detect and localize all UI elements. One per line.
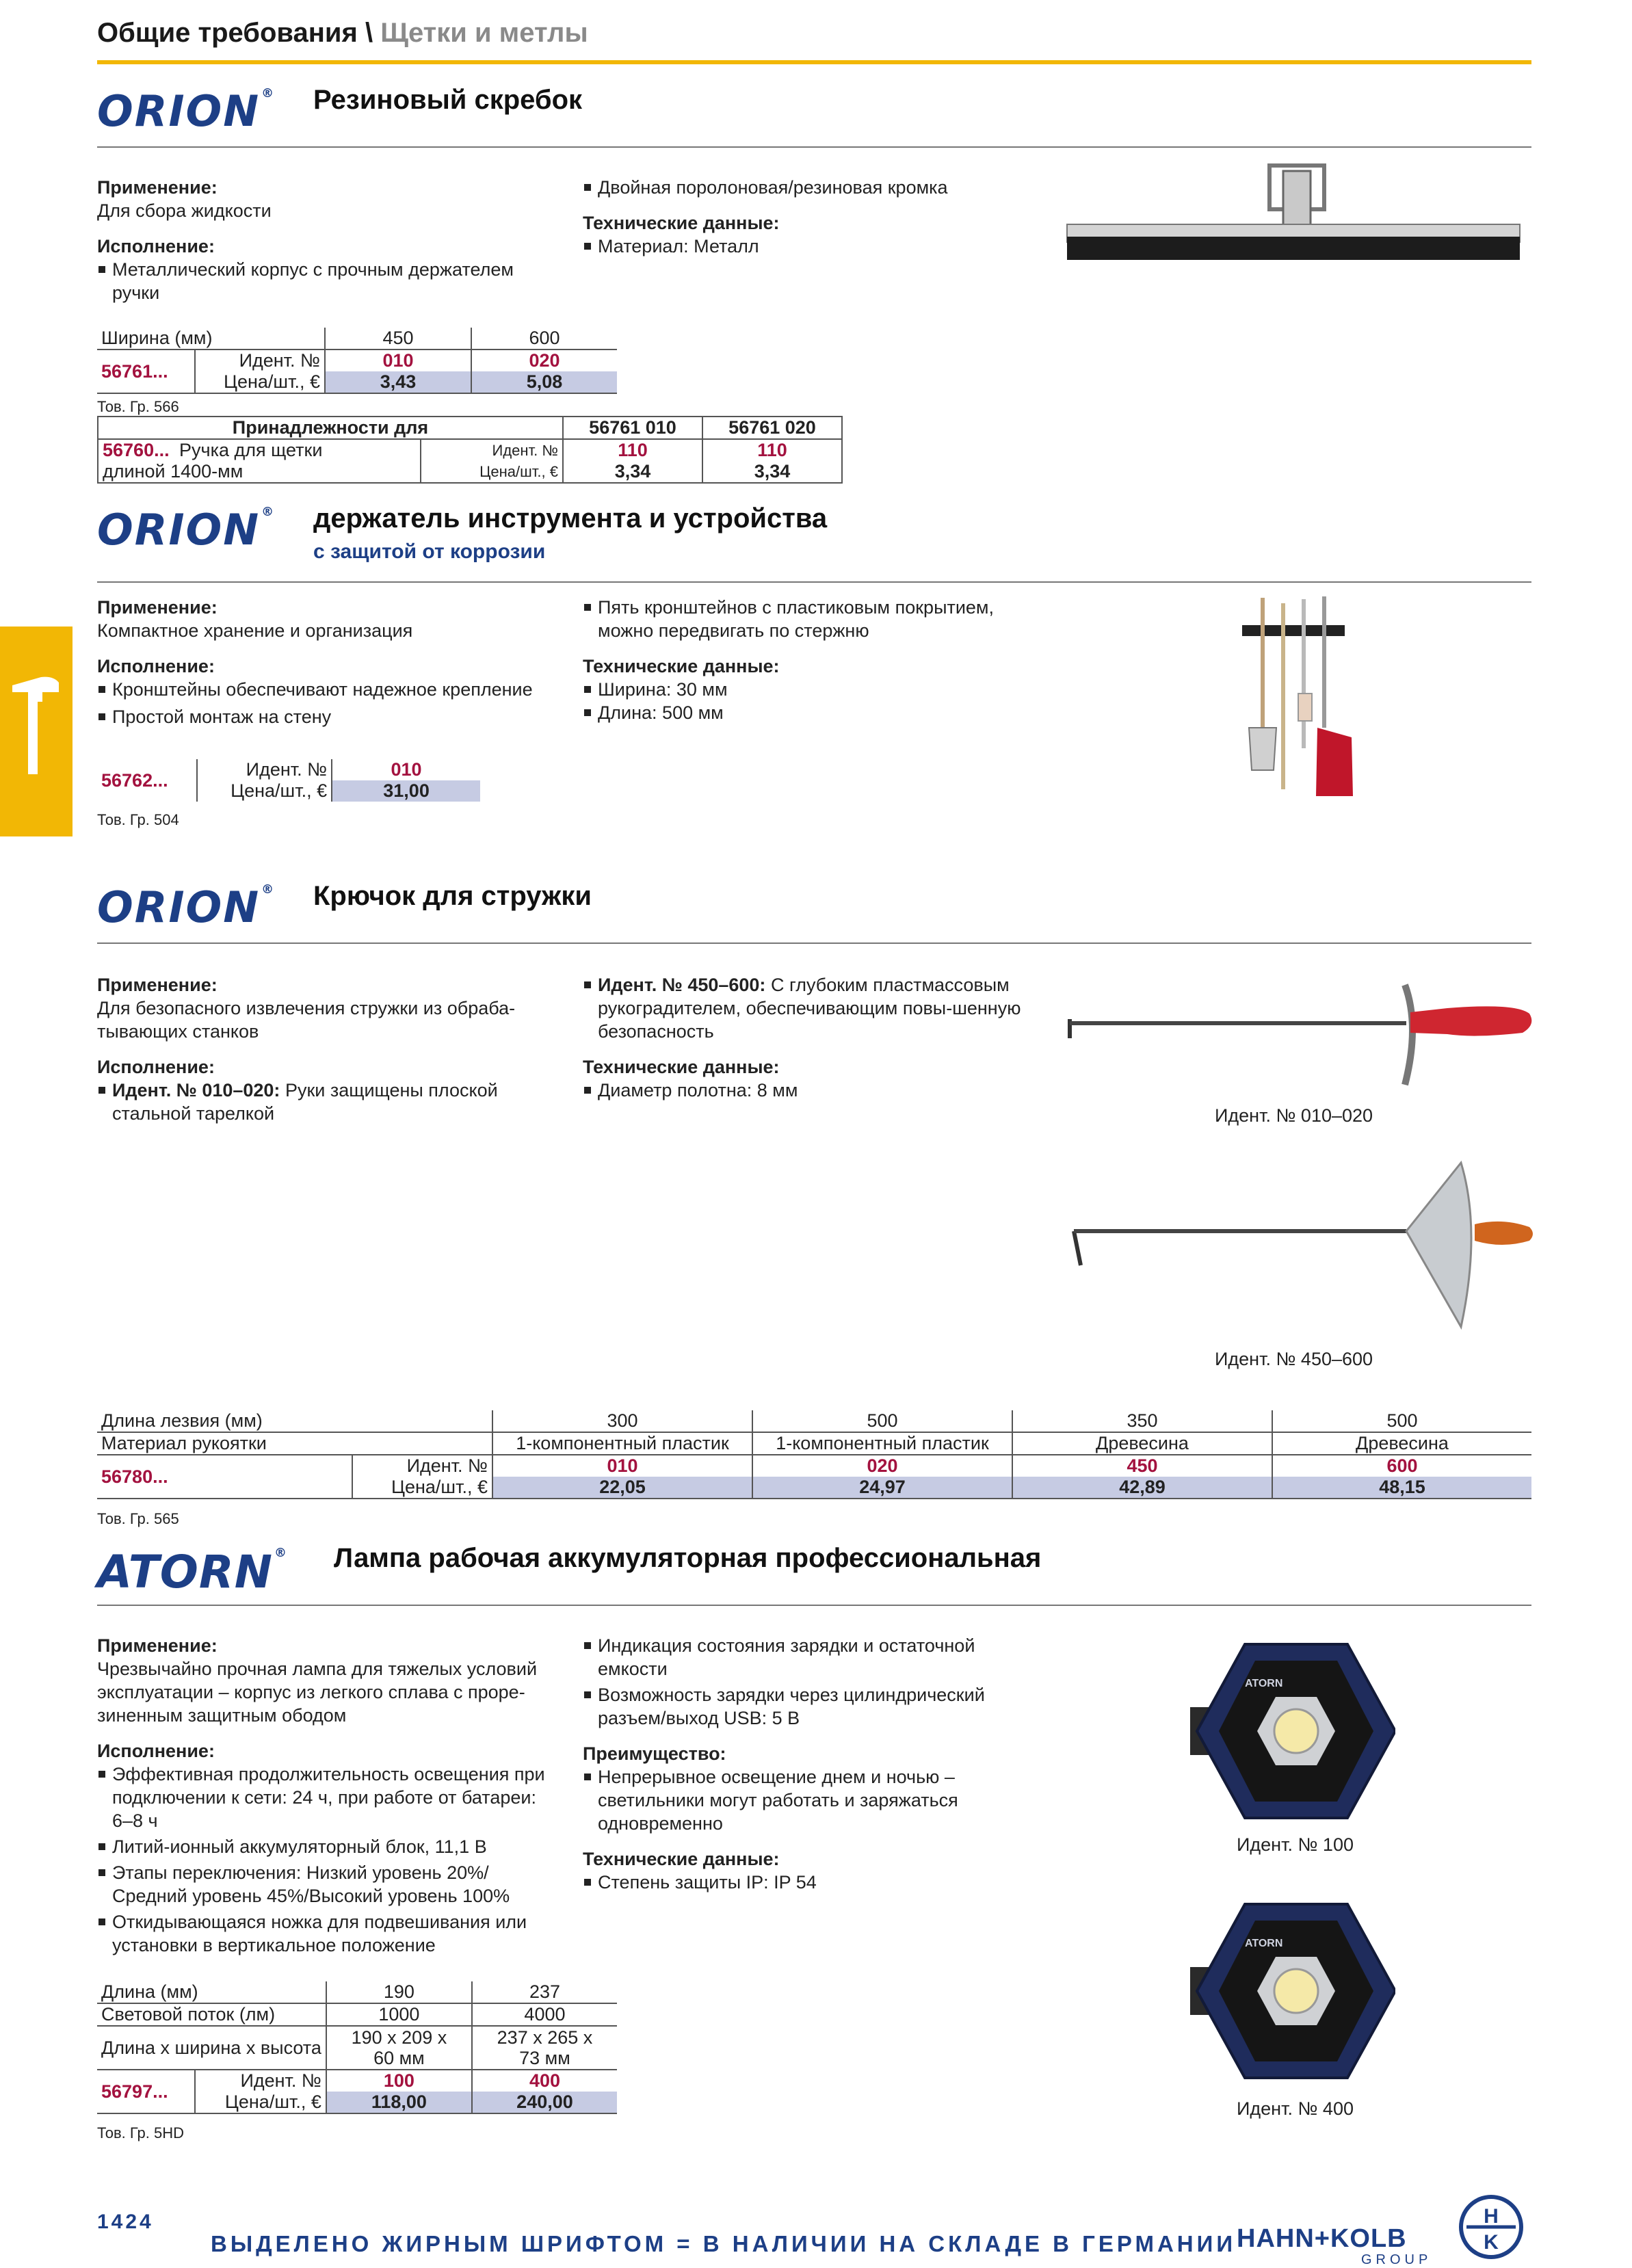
application-label: Применение:: [97, 975, 218, 995]
accessory-target: 56761 010: [563, 417, 702, 439]
material-value: 1-компонентный пластик: [492, 1432, 752, 1455]
header-subtitle: Щетки и метлы: [380, 18, 588, 48]
dims-value: [326, 2026, 472, 2070]
orion-logo: ORION ®: [97, 882, 276, 932]
price-label: Цена/шт., €: [352, 1477, 492, 1499]
squeegee-image: [1064, 161, 1523, 271]
size-value: 500: [1272, 1410, 1531, 1432]
product-group: Тов. Гр. 5HD: [97, 2124, 185, 2141]
flux-label: Световой поток (лм): [97, 2003, 326, 2026]
section-left-column: [97, 973, 576, 1125]
tech-bullet: Длина: 500 мм: [583, 701, 1034, 724]
dims-value: [472, 2026, 617, 2070]
feature-bullet: [583, 973, 1048, 1043]
execution-bullet-text: Руки защищены плоской стальной тарелкой: [112, 1080, 498, 1124]
application-label: Применение:: [97, 597, 218, 618]
tech-label: Технические данные:: [583, 1057, 780, 1077]
size-label: Ширина (мм): [97, 328, 325, 350]
tech-label: Технические данные:: [583, 656, 780, 676]
lamp-brand-text: ATORN: [1245, 1678, 1283, 1689]
accessories-table: [97, 416, 843, 484]
price-table: [97, 328, 617, 394]
section-rule: [97, 1605, 1531, 1606]
price-value: 3,34: [563, 461, 702, 483]
execution-bullet-ident: Идент. № 010–020:: [112, 1080, 280, 1100]
dims-value-line2: 60 мм: [373, 2048, 425, 2068]
dims-label: Длина х ширина х высота: [97, 2026, 326, 2070]
lamp-brand-text: ATORN: [1245, 1938, 1283, 1949]
image-caption: Идент. № 100: [1237, 1834, 1354, 1855]
chip-hook-image: [1064, 1149, 1536, 1341]
tech-bullet: Ширина: 30 мм: [583, 678, 1034, 701]
size-label: Длина лезвия (мм): [97, 1410, 492, 1432]
page-title: [97, 18, 588, 49]
section-subtitle: с защитой от коррозии: [313, 540, 546, 563]
article-number: 56780...: [97, 1455, 352, 1499]
application-text: зиненным защитным ободом: [97, 1705, 347, 1726]
product-group: Тов. Гр. 565: [97, 1510, 179, 1527]
article-number: 56797...: [97, 2070, 195, 2113]
price-label: Цена/шт., €: [195, 371, 325, 393]
brand-mark-bottom: K: [1484, 2231, 1499, 2254]
price-value: 42,89: [1012, 1477, 1272, 1499]
image-caption: Идент. № 450–600: [1215, 1349, 1373, 1369]
execution-bullet: Этапы переключения: Низкий уровень 20%/ Средний уровень 45%/Высокий уровень 100%: [97, 1861, 550, 1908]
dims-value-line1: 237 x 265 x: [497, 2027, 593, 2048]
price-value: 24,97: [752, 1477, 1012, 1499]
execution-label: Исполнение:: [97, 656, 215, 676]
flux-value: 1000: [326, 2003, 472, 2026]
execution-label: Исполнение:: [97, 1741, 215, 1761]
execution-bullet: [97, 1079, 550, 1125]
ident-label: Идент. №: [195, 350, 325, 371]
execution-bullet: Эффективная продолжительность освещения при подключении к сети: 24 ч, при работе от батареи: 6–8 ч: [97, 1763, 550, 1832]
work-lamp-image: [1190, 1899, 1395, 2083]
advantage-bullet: Непрерывное освещение днем и ночью – светильники могут работать и заряжаться одновременно: [583, 1765, 1034, 1835]
ident-label: Идент. №: [352, 1455, 492, 1477]
price-label: Цена/шт., €: [195, 2092, 326, 2113]
section-right-column: [583, 973, 1048, 1102]
price-table: [97, 759, 480, 802]
tech-label: Технические данные:: [583, 1849, 780, 1869]
ident-label: Идент. №: [421, 439, 563, 461]
advantage-label: Преимущество:: [583, 1743, 726, 1764]
section-rule: [97, 581, 1531, 583]
size-value: 450: [325, 328, 471, 350]
execution-label: Исполнение:: [97, 236, 215, 256]
ident-value: 110: [702, 439, 842, 461]
flux-value: 4000: [472, 2003, 617, 2026]
tool-holder-image: [1235, 591, 1358, 803]
application-text: Для безопасного извлечения стружки из обраба-: [97, 998, 516, 1018]
dims-value-line1: 190 x 209 x: [351, 2027, 447, 2048]
application-label: Применение:: [97, 177, 218, 198]
article-number: 56761...: [97, 350, 195, 393]
brand-sub: GROUP: [1361, 2252, 1432, 2267]
article-number: 56762...: [101, 769, 168, 791]
section-right-column: [583, 596, 1034, 724]
price-value: 118,00: [326, 2092, 472, 2113]
accessory-name: Ручка для щетки: [179, 440, 323, 460]
section-left-column: [97, 596, 590, 728]
size-value: 500: [752, 1410, 1012, 1432]
ident-value: 600: [1272, 1455, 1531, 1477]
accessory-article: 56760...: [103, 440, 170, 460]
ident-value: 010: [492, 1455, 752, 1477]
feature-bullet: Возможность зарядки через цилиндрический разъем/выход USB: 5 В: [583, 1683, 1034, 1730]
image-caption: Идент. № 400: [1237, 2098, 1354, 2119]
ident-value: 020: [471, 350, 617, 371]
execution-bullet: Кронштейны обеспечивают надежное крепление: [97, 678, 590, 701]
section-rule: [97, 942, 1531, 944]
section-right-column: [583, 1634, 1034, 1894]
ident-value: 020: [752, 1455, 1012, 1477]
price-value: 31,00: [332, 780, 480, 802]
ident-value: 100: [326, 2070, 472, 2092]
ident-value: 010: [325, 350, 471, 371]
execution-bullet: Металлический корпус с прочным держателем ручки: [97, 258, 550, 304]
section-title: Лампа рабочая аккумуляторная профессиональная: [334, 1543, 1042, 1573]
price-value: 5,08: [471, 371, 617, 393]
material-label: Материал рукоятки: [97, 1432, 492, 1455]
accessory-name-line2: длиной 1400-мм: [103, 461, 244, 482]
header-separator: \: [365, 18, 373, 48]
tech-bullet: Материал: Металл: [583, 235, 1034, 258]
material-value: Древесина: [1012, 1432, 1272, 1455]
execution-bullet: Откидывающаяся ножка для подвешивания или установки в вертикальное положение: [97, 1910, 564, 1957]
ident-value: 010: [332, 759, 480, 780]
size-value: 600: [471, 328, 617, 350]
feature-bullet-text: С глубоким пластмассовым рукоградителем, обеспечивающим повы-шенную безопасность: [598, 975, 1021, 1042]
brand-name: HAHN+KOLB: [1237, 2224, 1407, 2253]
material-value: 1-компонентный пластик: [752, 1432, 1012, 1455]
material-value: Древесина: [1272, 1432, 1531, 1455]
tech-bullet: Диаметр полотна: 8 мм: [583, 1079, 1048, 1102]
header-title: Общие требования: [97, 18, 358, 48]
section-title: Крючок для стружки: [313, 881, 592, 911]
price-value: 22,05: [492, 1477, 752, 1499]
tech-label: Технические данные:: [583, 213, 780, 233]
work-lamp-image: [1190, 1639, 1395, 1823]
application-text: эксплуатации – корпус из легкого сплава с проре-: [97, 1682, 525, 1702]
ident-value: 400: [472, 2070, 617, 2092]
header-rule: [97, 60, 1531, 64]
feature-bullet: Пять кронштейнов с пластиковым покрытием, можно передвигать по стержню: [583, 596, 1034, 642]
section-right-column: [583, 176, 1034, 258]
product-group: Тов. Гр. 504: [97, 811, 179, 828]
accessory-target: 56761 020: [702, 417, 842, 439]
execution-bullet: Литий-ионный аккумуляторный блок, 11,1 В: [97, 1835, 550, 1858]
length-label: Длина (мм): [97, 1981, 326, 2003]
size-value: 350: [1012, 1410, 1272, 1432]
brand-mark-top: H: [1484, 2205, 1499, 2228]
section-left-column: [97, 176, 576, 304]
atorn-logo: ATORN ®: [97, 1546, 287, 1598]
product-group: Тов. Гр. 566: [97, 398, 179, 415]
dims-value-line2: 73 мм: [519, 2048, 570, 2068]
application-text: Для сбора жидкости: [97, 200, 272, 221]
size-value: 300: [492, 1410, 752, 1432]
execution-bullet: Простой монтаж на стену: [97, 705, 590, 728]
tech-bullet: Степень защиты IP: IP 54: [583, 1871, 1034, 1894]
category-tab: [0, 627, 73, 836]
orion-logo: ORION ®: [97, 505, 276, 555]
ident-value: 110: [563, 439, 702, 461]
length-value: 237: [472, 1981, 617, 2003]
section-title: держатель инструмента и устройства: [313, 503, 828, 533]
ident-value: 450: [1012, 1455, 1272, 1477]
application-text: Компактное хранение и организация: [97, 620, 413, 641]
feature-bullet: Индикация состояния зарядки и остаточной емкости: [583, 1634, 1034, 1680]
price-label: Цена/шт., €: [421, 461, 563, 483]
image-caption: Идент. № 010–020: [1215, 1105, 1373, 1126]
footer-note: ВЫДЕЛЕНО ЖИРНЫМ ШРИФТОМ = В НАЛИЧИИ НА СКЛАДЕ В ГЕРМАНИИ: [211, 2231, 1237, 2256]
feature-bullet-ident: Идент. № 450–600:: [598, 975, 766, 995]
page-number: 1424: [97, 2211, 154, 2233]
orion-logo: ORION ®: [97, 86, 276, 136]
section-left-column: [97, 1634, 576, 1957]
ident-label: Идент. №: [197, 759, 332, 780]
application-text: тывающих станков: [97, 1021, 259, 1042]
hahn-kolb-logo: [1453, 2193, 1529, 2261]
accessories-header: Принадлежности для: [98, 417, 563, 439]
ident-label: Идент. №: [195, 2070, 326, 2092]
price-table: [97, 1410, 1531, 1499]
section-title: Резиновый скребок: [313, 85, 583, 115]
price-value: 48,15: [1272, 1477, 1531, 1499]
price-value: 3,34: [702, 461, 842, 483]
application-text: Чрезвычайно прочная лампа для тяжелых условий: [97, 1659, 538, 1679]
price-table: [97, 1981, 617, 2114]
feature-bullet: Двойная поролоновая/резиновая кромка: [583, 176, 1034, 199]
execution-label: Исполнение:: [97, 1057, 215, 1077]
length-value: 190: [326, 1981, 472, 2003]
price-value: 240,00: [472, 2092, 617, 2113]
price-value: 3,43: [325, 371, 471, 393]
section-rule: [97, 146, 1531, 148]
application-label: Применение:: [97, 1635, 218, 1656]
price-label: Цена/шт., €: [197, 780, 332, 802]
hammer-icon: [0, 627, 73, 836]
chip-hook-image: [1064, 964, 1536, 1087]
